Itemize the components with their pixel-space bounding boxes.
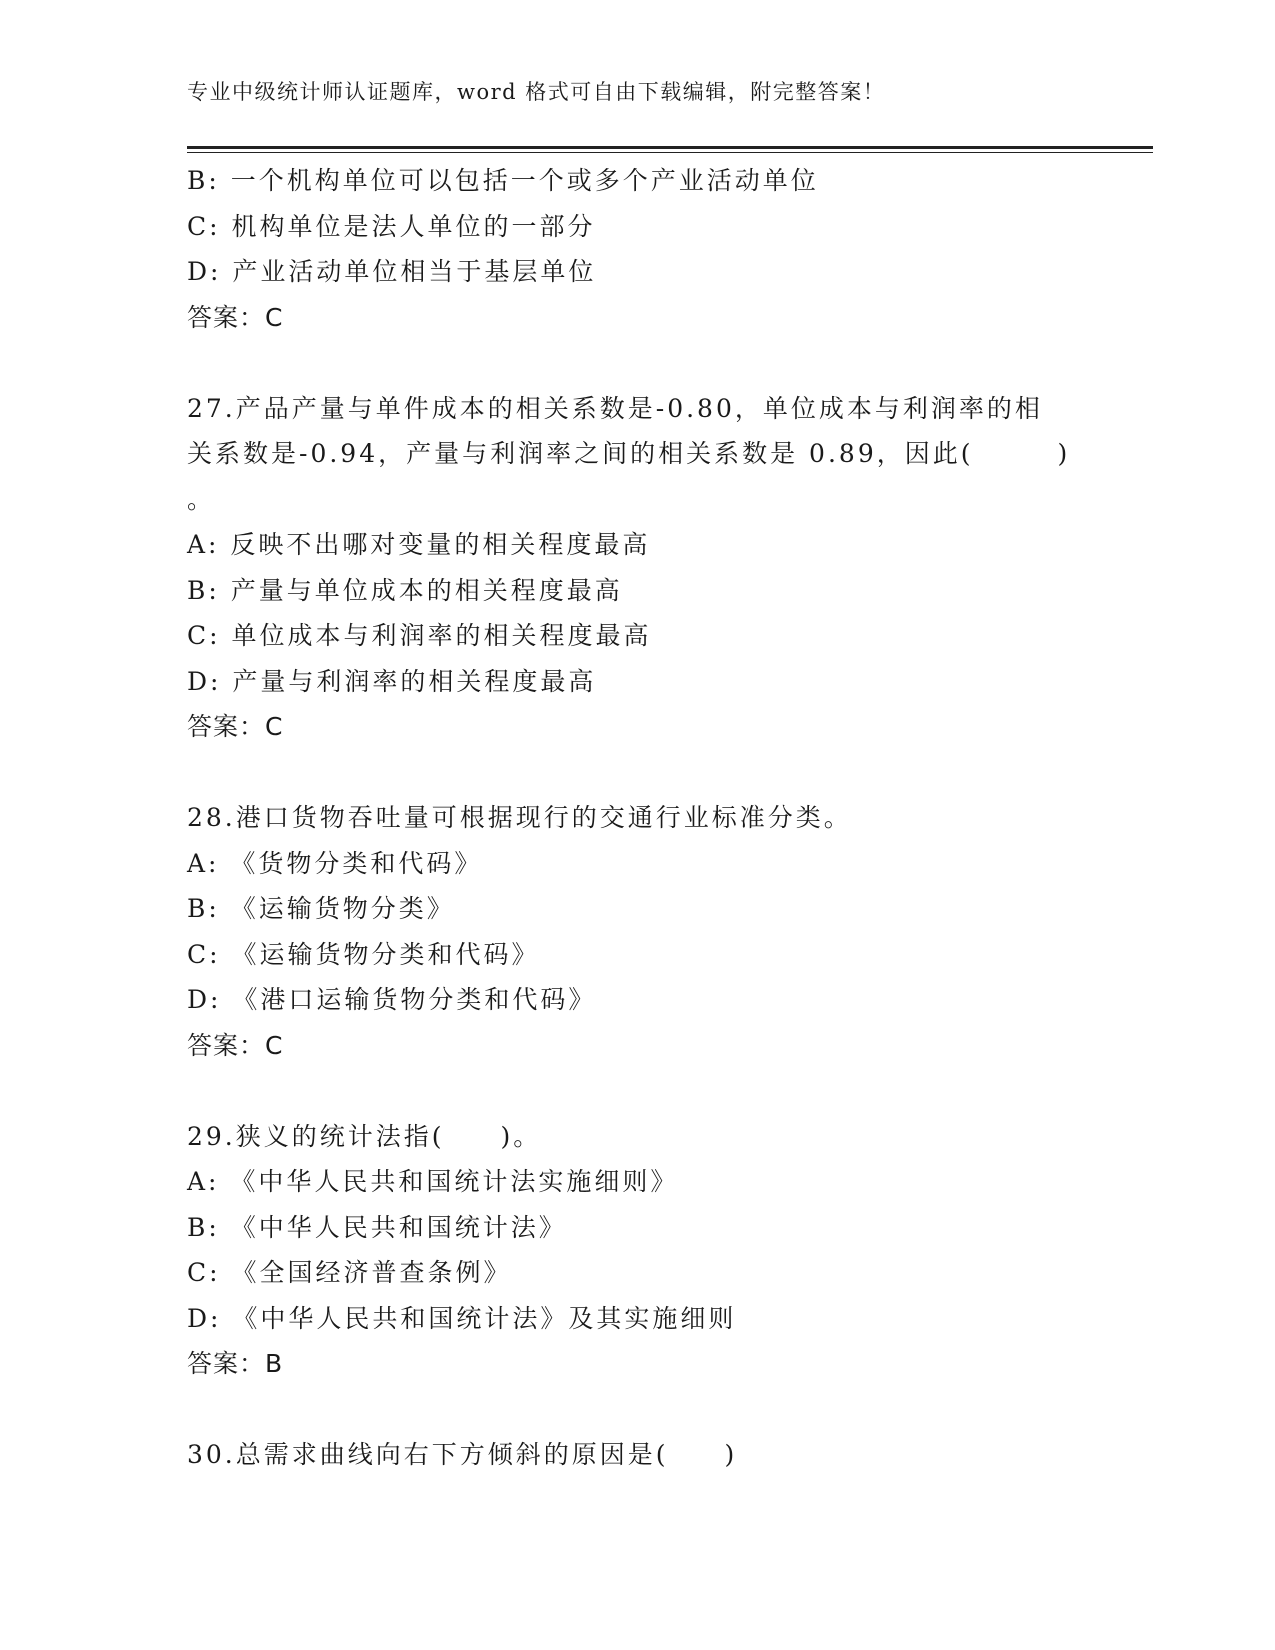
option-b: B: 产量与单位成本的相关程度最高 — [187, 575, 623, 605]
option-a: A: 反映不出哪对变量的相关程度最高 — [187, 530, 651, 559]
option-c: C: 《全国经济普查条例》 — [187, 1258, 512, 1287]
option-c: C: 《运输货物分类和代码》 — [187, 939, 540, 969]
question-stem: 28.港口货物吞吐量可根据现行的交通行业标准分类。 — [187, 803, 852, 832]
option-c: C: 单位成本与利润率的相关程度最高 — [187, 621, 652, 650]
spacer — [187, 750, 1087, 796]
spacer — [187, 1387, 1087, 1433]
option-c: C: 机构单位是法人单位的一部分 — [187, 211, 596, 241]
question-27 — [187, 386, 1087, 750]
answer-line: 答案：C — [187, 302, 284, 332]
spacer — [187, 340, 1087, 386]
answer-line: 答案：C — [187, 1030, 284, 1060]
option-b: B: 《运输货物分类》 — [187, 894, 455, 923]
question-stem: 关系数是-0.94，产量与利润率之间的相关系数是 0.89，因此( ) — [187, 439, 1071, 468]
question-26-tail — [187, 158, 1087, 340]
option-d: D: 产量与利润率的相关程度最高 — [187, 666, 597, 696]
question-stem: 。 — [187, 484, 216, 514]
question-30 — [187, 1432, 1087, 1478]
option-b: B: 一个机构单位可以包括一个或多个产业活动单位 — [187, 166, 819, 195]
option-b: B: 《中华人民共和国统计法》 — [187, 1212, 567, 1242]
option-d: D: 产业活动单位相当于基层单位 — [187, 257, 597, 286]
question-stem: 29.狭义的统计法指( )。 — [187, 1121, 542, 1151]
header-rule-thick — [187, 146, 1153, 149]
spacer — [187, 1068, 1087, 1114]
option-a: A: 《货物分类和代码》 — [187, 848, 483, 878]
option-d: D: 《港口运输货物分类和代码》 — [187, 985, 597, 1014]
question-content — [187, 158, 1087, 1478]
option-a: A: 《中华人民共和国统计法实施细则》 — [187, 1167, 679, 1196]
answer-line: 答案：C — [187, 712, 284, 741]
header-rule-thin — [187, 152, 1153, 153]
option-d: D: 《中华人民共和国统计法》及其实施细则 — [187, 1303, 737, 1333]
question-28 — [187, 795, 1087, 1068]
question-29 — [187, 1114, 1087, 1387]
page-header: 专业中级统计师认证题库，word 格式可自由下载编辑，附完整答案！ — [187, 80, 886, 104]
question-stem: 30.总需求曲线向右下方倾斜的原因是( ) — [187, 1440, 738, 1469]
question-stem: 27.产品产量与单件成本的相关系数是-0.80，单位成本与利润率的相 — [187, 393, 1043, 423]
answer-line: 答案：B — [187, 1349, 284, 1378]
